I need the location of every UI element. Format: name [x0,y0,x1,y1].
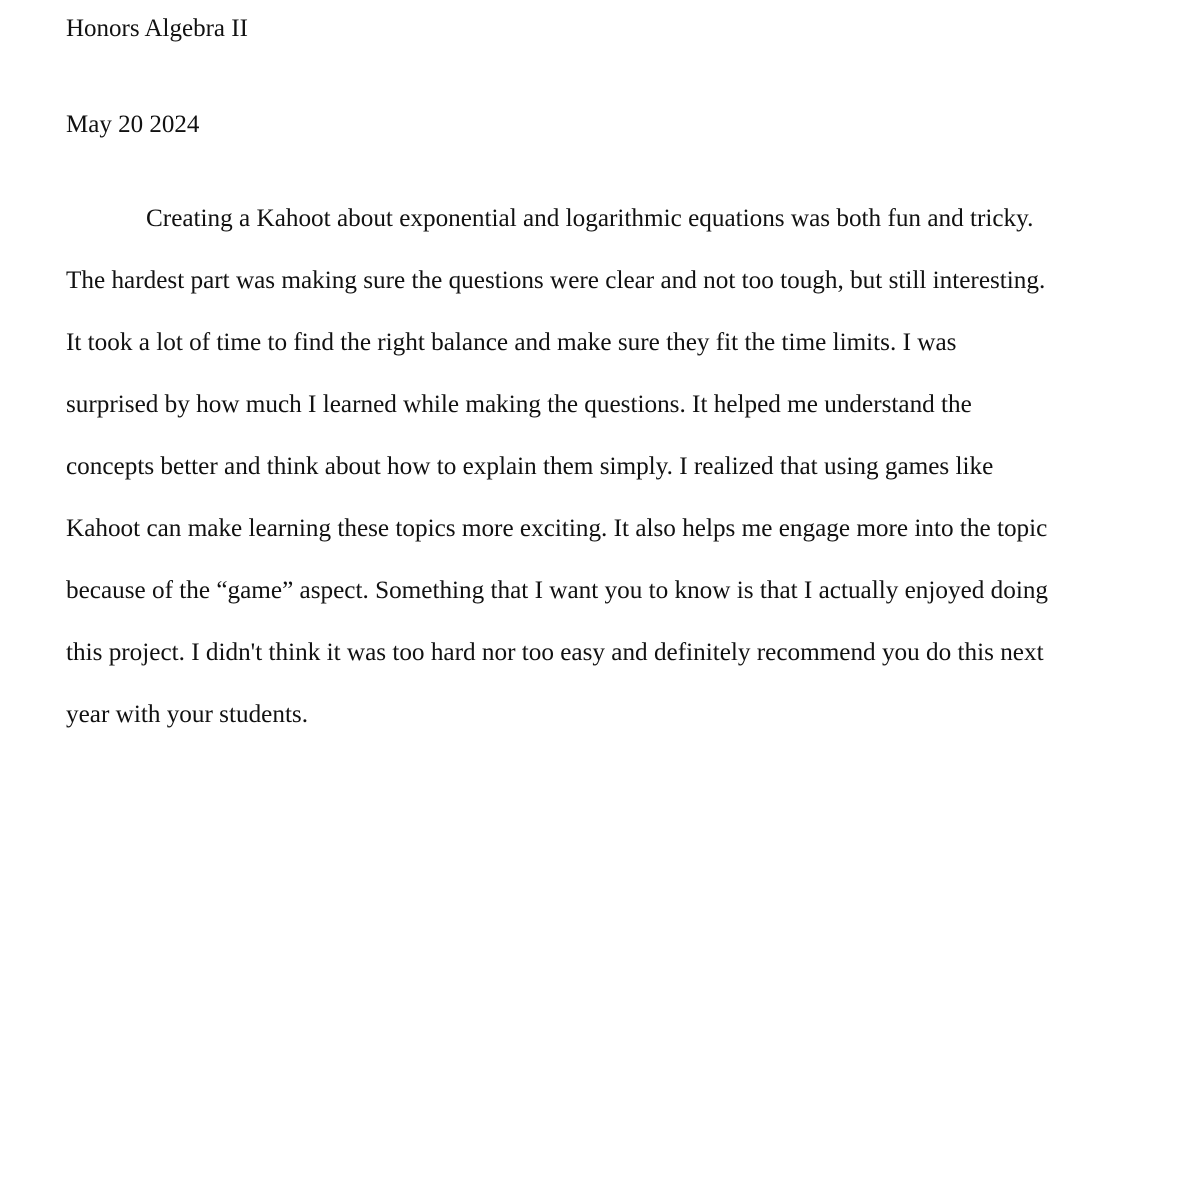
paragraph-line: year with your students. [66,701,309,728]
course-title: Honors Algebra II [66,15,248,42]
paragraph-line: The hardest part was making sure the questions were clear and not too tough, but still interesting. [66,267,1046,294]
document-date: May 20 2024 [66,111,200,138]
paragraph-line: because of the “game” aspect. Something that I want you to know is that I actually enjoyed doing [66,577,1049,604]
paragraph-line: Creating a Kahoot about exponential and logarithmic equations was both fun and tricky. [146,205,1034,232]
paragraph-line: concepts better and think about how to explain them simply. I realized that using games like [66,453,994,480]
paragraph-line: It took a lot of time to find the right balance and make sure they fit the time limits. I was [66,329,957,356]
paragraph-line: surprised by how much I learned while making the questions. It helped me understand the [66,391,972,418]
paragraph-line: this project. I didn't think it was too hard nor too easy and definitely recommend you do this next [66,639,1044,666]
paragraph-line: Kahoot can make learning these topics more exciting. It also helps me engage more into the topic [66,515,1048,542]
